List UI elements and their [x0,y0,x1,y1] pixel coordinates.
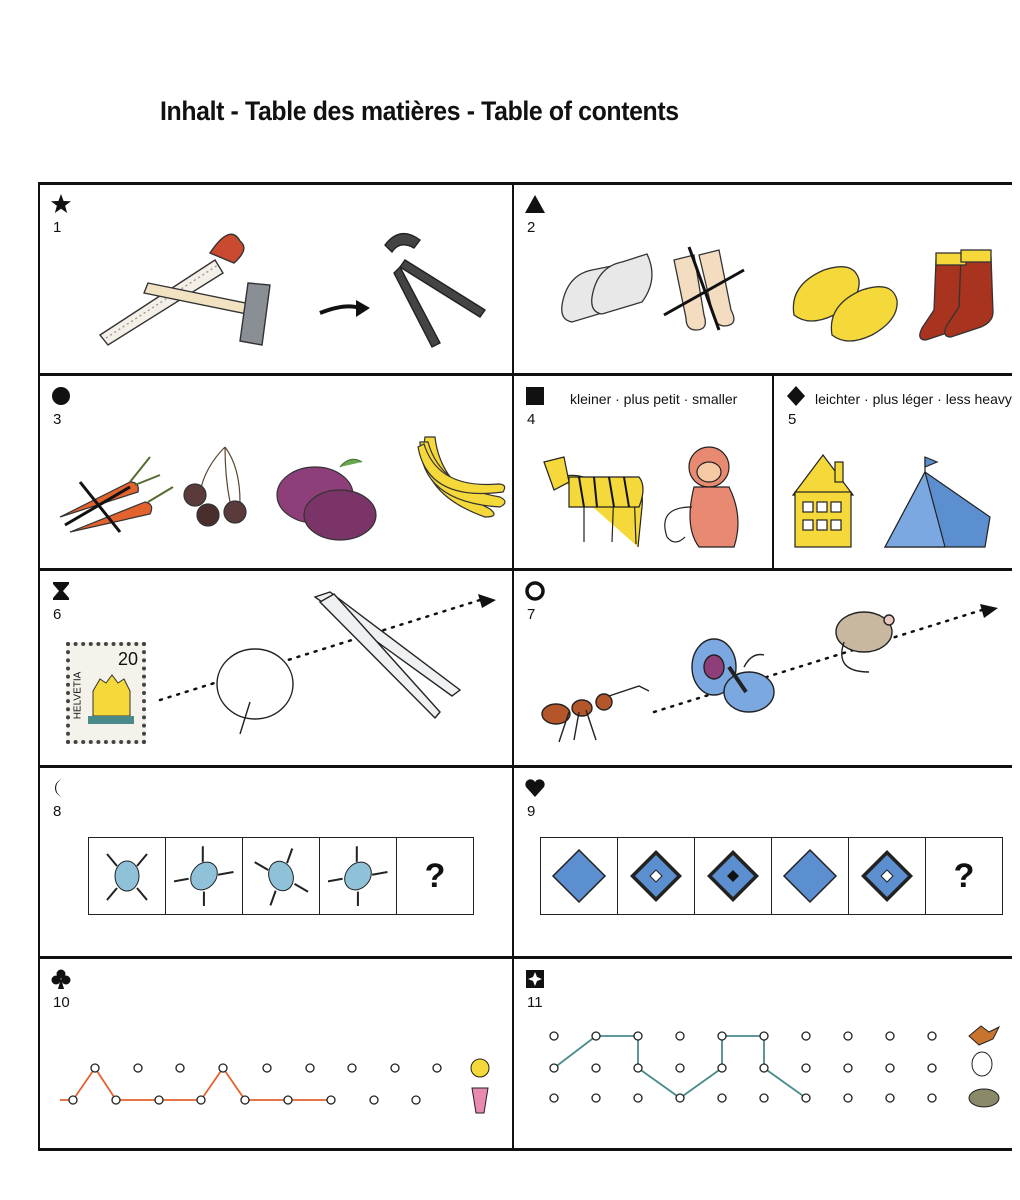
section-3 [40,377,512,568]
frog-icon [251,846,311,906]
hammer-icon [144,283,270,345]
grid-line [38,956,1012,959]
dot [370,1096,378,1104]
section-10 [40,960,512,1148]
dot [760,1064,768,1072]
section-number: 1 [53,219,62,236]
dot [412,1096,420,1104]
dot [802,1064,810,1072]
dot [676,1064,684,1072]
section-number: 6 [53,606,62,623]
sneakers-icon [562,254,652,322]
fruit-illustration [40,377,512,568]
grid-line [772,375,774,568]
bananas-icon [418,437,505,517]
section-number: 7 [527,606,536,623]
dot [802,1032,810,1040]
grid-line [38,1148,1012,1151]
page-title: Inhalt - Table des matières - Table of contents [160,96,679,126]
animals-illustration [514,377,772,568]
section-number: 3 [53,411,62,428]
dot [844,1094,852,1102]
zebra-icon [544,457,643,547]
dot [155,1096,163,1104]
diamond-sequence [540,837,1003,915]
dot [550,1032,558,1040]
ant-icon [542,686,649,742]
sequence-cell [849,838,926,914]
dot [592,1032,600,1040]
cherries-icon [184,447,246,526]
heart-icon [524,777,546,799]
dot [69,1096,77,1104]
carrots-icon [60,457,173,532]
dot [219,1064,227,1072]
grid-line [38,765,1012,768]
section-11 [514,960,1012,1148]
question-mark: ? [424,856,446,895]
blue-diamond-icon [857,846,917,906]
leaf-icon [969,1089,999,1107]
socks-icon [664,247,744,330]
sequence-cell [926,838,1002,914]
dot [718,1064,726,1072]
dot [718,1094,726,1102]
stamp-value: 20 [117,649,138,669]
section-9 [514,769,1012,956]
grid-line [38,373,1012,376]
section-8 [40,769,512,956]
section-2 [514,185,1012,373]
dot [844,1064,852,1072]
dot [718,1032,726,1040]
tent-icon [885,457,990,547]
section-number: 11 [527,994,543,1011]
mouse-icon [836,612,894,672]
sequence-cell [320,838,397,914]
dot [306,1064,314,1072]
dot [760,1094,768,1102]
monkey-icon [665,447,738,547]
crescent-icon [50,777,72,799]
section-number: 5 [788,411,797,428]
dot-pattern-10 [40,960,512,1148]
stamp-text: HELVETIA [72,671,84,720]
dot [676,1032,684,1040]
section-4 [514,377,772,568]
butterfly-icon [692,639,774,712]
dot [634,1064,642,1072]
dot [802,1094,810,1102]
dot [928,1094,936,1102]
section-number: 10 [53,994,70,1011]
dot [928,1032,936,1040]
dot [550,1094,558,1102]
dot [263,1064,271,1072]
dot [928,1064,936,1072]
sequence-cell [89,838,166,914]
dot [886,1032,894,1040]
blue-diamond-icon [626,846,686,906]
flower-pot-icon [472,1088,488,1113]
section-number: 9 [527,803,536,820]
dot [176,1064,184,1072]
blue-diamond-icon [780,846,840,906]
sequence-cell [618,838,695,914]
tweezers-icon [315,592,460,718]
path-line [60,1068,331,1100]
leaf-icon [969,1026,999,1045]
clogs-icon [793,267,897,341]
grid-line [38,568,1012,571]
question-mark: ? [953,856,975,895]
boots-icon [920,250,993,340]
sequence-cell [541,838,618,914]
dot [760,1032,768,1040]
dot [284,1096,292,1104]
section-number: 8 [53,803,62,820]
section-1 [40,185,512,373]
dot [348,1064,356,1072]
section-5 [775,377,1012,568]
sequence-cell [243,838,320,914]
section-caption: kleiner · plus petit · smaller [570,391,738,407]
sequence-cell [166,838,243,914]
dot [592,1064,600,1072]
footwear-illustration [514,185,1012,373]
magnify-tweezers-illustration [40,572,512,765]
insect-animal-illustration [514,572,1012,765]
dot [634,1032,642,1040]
house-icon [793,455,853,547]
section-number: 2 [527,219,536,236]
magnifier-icon [217,649,293,734]
dot [592,1094,600,1102]
frog-icon [174,846,234,906]
dot [112,1096,120,1104]
dot [433,1064,441,1072]
sequence-cell [397,838,473,914]
dot [886,1064,894,1072]
dot [241,1096,249,1104]
dot [134,1064,142,1072]
dot [844,1032,852,1040]
dot [91,1064,99,1072]
section-caption: leichter · plus léger · less heavy [815,391,1012,407]
dot [676,1094,684,1102]
dot [550,1064,558,1072]
leaf-icon [972,1052,992,1076]
section-6 [40,572,512,765]
arrow-icon [320,306,360,313]
dot [327,1096,335,1104]
dot [391,1064,399,1072]
flower-icon [471,1059,489,1077]
sequence-cell [772,838,849,914]
tools-illustration [40,185,512,373]
frog-icon [328,846,388,906]
section-number: 4 [527,411,536,428]
dot [886,1094,894,1102]
blue-diamond-icon [549,846,609,906]
blue-diamond-icon [703,846,763,906]
dot [197,1096,205,1104]
dot [634,1094,642,1102]
plums-icon [277,459,376,540]
frog-icon [97,846,157,906]
frog-sequence [88,837,474,915]
pincers-icon [385,234,485,347]
dot-pattern-11 [514,960,1012,1148]
section-7 [514,572,1012,765]
house-tent-illustration [775,377,1012,568]
sequence-cell [695,838,772,914]
